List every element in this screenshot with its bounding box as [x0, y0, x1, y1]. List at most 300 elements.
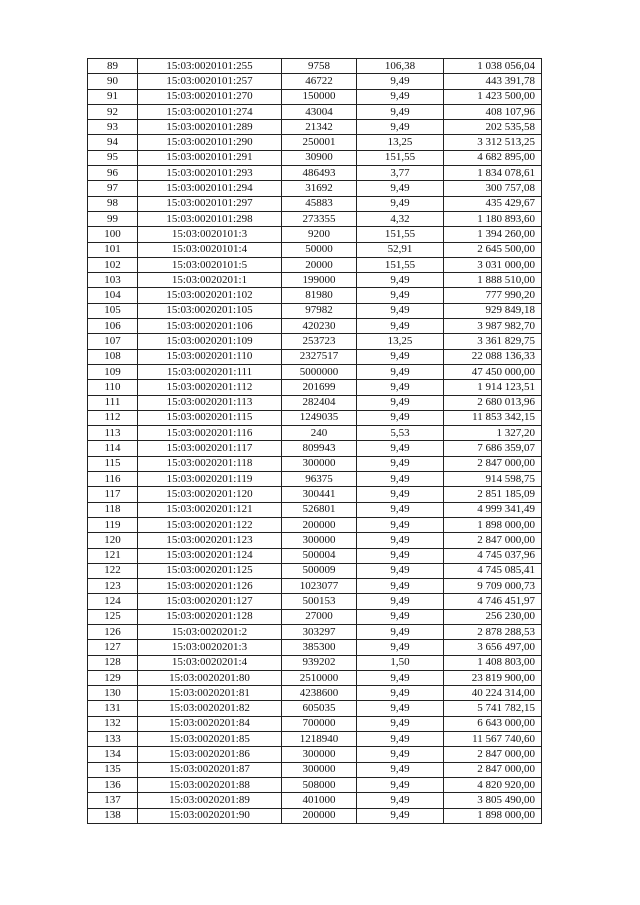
area-cell: 21342: [282, 120, 357, 135]
table-row: [88, 150, 542, 165]
row-number-cell: 111: [88, 395, 138, 410]
cadastral-number-cell: 15:03:0020201:85: [138, 732, 282, 747]
rate-cell: 9,49: [357, 364, 444, 379]
row-number-cell: 125: [88, 609, 138, 624]
amount-cell: 1 408 803,00: [444, 655, 542, 670]
cadastral-number-cell: 15:03:0020201:122: [138, 517, 282, 532]
row-number-cell: 95: [88, 150, 138, 165]
area-cell: 303297: [282, 624, 357, 639]
cadastral-number-cell: 15:03:0020101:290: [138, 135, 282, 150]
row-number-cell: 116: [88, 472, 138, 487]
table-row: [88, 196, 542, 211]
cadastral-number-cell: 15:03:0020201:102: [138, 288, 282, 303]
table-row: [88, 594, 542, 609]
rate-cell: 9,49: [357, 395, 444, 410]
table-row: [88, 747, 542, 762]
cadastral-table: [87, 58, 542, 824]
row-number-cell: 118: [88, 502, 138, 517]
cadastral-number-cell: 15:03:0020201:115: [138, 410, 282, 425]
area-cell: 401000: [282, 793, 357, 808]
cadastral-number-cell: 15:03:0020201:88: [138, 777, 282, 792]
amount-cell: 202 535,58: [444, 120, 542, 135]
table-row: [88, 89, 542, 104]
area-cell: 96375: [282, 472, 357, 487]
cadastral-number-cell: 15:03:0020201:105: [138, 303, 282, 318]
rate-cell: 9,49: [357, 716, 444, 731]
cadastral-number-cell: 15:03:0020101:3: [138, 227, 282, 242]
amount-cell: 3 987 982,70: [444, 319, 542, 334]
row-number-cell: 126: [88, 624, 138, 639]
rate-cell: 9,49: [357, 594, 444, 609]
rate-cell: 9,49: [357, 517, 444, 532]
amount-cell: 2 847 000,00: [444, 533, 542, 548]
cadastral-number-cell: 15:03:0020201:2: [138, 624, 282, 639]
amount-cell: 3 656 497,00: [444, 640, 542, 655]
area-cell: 30900: [282, 150, 357, 165]
rate-cell: 106,38: [357, 59, 444, 74]
table-row: [88, 135, 542, 150]
area-cell: 300000: [282, 456, 357, 471]
row-number-cell: 98: [88, 196, 138, 211]
rate-cell: 9,49: [357, 747, 444, 762]
rate-cell: 9,49: [357, 273, 444, 288]
cadastral-number-cell: 15:03:0020201:86: [138, 747, 282, 762]
cadastral-number-cell: 15:03:0020101:289: [138, 120, 282, 135]
table-row: [88, 640, 542, 655]
area-cell: 50000: [282, 242, 357, 257]
cadastral-number-cell: 15:03:0020101:291: [138, 150, 282, 165]
table-row: [88, 59, 542, 74]
amount-cell: 1 834 078,61: [444, 166, 542, 181]
area-cell: 9758: [282, 59, 357, 74]
rate-cell: 9,49: [357, 670, 444, 685]
table-row: [88, 563, 542, 578]
row-number-cell: 136: [88, 777, 138, 792]
area-cell: 486493: [282, 166, 357, 181]
table-row: [88, 793, 542, 808]
area-cell: 46722: [282, 74, 357, 89]
area-cell: 199000: [282, 273, 357, 288]
table-row: [88, 533, 542, 548]
amount-cell: 11 853 342,15: [444, 410, 542, 425]
cadastral-number-cell: 15:03:0020101:257: [138, 74, 282, 89]
table-row: [88, 670, 542, 685]
area-cell: 939202: [282, 655, 357, 670]
area-cell: 508000: [282, 777, 357, 792]
amount-cell: 4 820 920,00: [444, 777, 542, 792]
area-cell: 2510000: [282, 670, 357, 685]
rate-cell: 9,49: [357, 303, 444, 318]
cadastral-number-cell: 15:03:0020201:112: [138, 380, 282, 395]
rate-cell: 9,49: [357, 349, 444, 364]
cadastral-number-cell: 15:03:0020201:121: [138, 502, 282, 517]
amount-cell: 3 361 829,75: [444, 334, 542, 349]
row-number-cell: 89: [88, 59, 138, 74]
row-number-cell: 90: [88, 74, 138, 89]
row-number-cell: 106: [88, 319, 138, 334]
row-number-cell: 137: [88, 793, 138, 808]
cadastral-number-cell: 15:03:0020201:127: [138, 594, 282, 609]
area-cell: 2327517: [282, 349, 357, 364]
row-number-cell: 91: [88, 89, 138, 104]
area-cell: 500153: [282, 594, 357, 609]
amount-cell: 1 180 893,60: [444, 211, 542, 226]
table-row: [88, 579, 542, 594]
cadastral-number-cell: 15:03:0020201:120: [138, 487, 282, 502]
rate-cell: 9,49: [357, 533, 444, 548]
table-row: [88, 808, 542, 823]
rate-cell: 9,49: [357, 701, 444, 716]
area-cell: 300000: [282, 762, 357, 777]
row-number-cell: 105: [88, 303, 138, 318]
amount-cell: 1 394 260,00: [444, 227, 542, 242]
cadastral-number-cell: 15:03:0020201:109: [138, 334, 282, 349]
amount-cell: 777 990,20: [444, 288, 542, 303]
row-number-cell: 130: [88, 686, 138, 701]
table-row: [88, 487, 542, 502]
amount-cell: 256 230,00: [444, 609, 542, 624]
rate-cell: 9,49: [357, 181, 444, 196]
row-number-cell: 131: [88, 701, 138, 716]
area-cell: 500009: [282, 563, 357, 578]
row-number-cell: 101: [88, 242, 138, 257]
table-row: [88, 701, 542, 716]
rate-cell: 13,25: [357, 135, 444, 150]
table-row: [88, 624, 542, 639]
table-row: [88, 242, 542, 257]
cadastral-number-cell: 15:03:0020101:297: [138, 196, 282, 211]
rate-cell: 151,55: [357, 257, 444, 272]
cadastral-number-cell: 15:03:0020101:298: [138, 211, 282, 226]
rate-cell: 9,49: [357, 196, 444, 211]
rate-cell: 9,49: [357, 104, 444, 119]
cadastral-number-cell: 15:03:0020201:124: [138, 548, 282, 563]
row-number-cell: 133: [88, 732, 138, 747]
rate-cell: 9,49: [357, 502, 444, 517]
cadastral-number-cell: 15:03:0020201:125: [138, 563, 282, 578]
area-cell: 253723: [282, 334, 357, 349]
rate-cell: 9,49: [357, 762, 444, 777]
rate-cell: 9,49: [357, 548, 444, 563]
rate-cell: 9,49: [357, 579, 444, 594]
table-row: [88, 517, 542, 532]
area-cell: 201699: [282, 380, 357, 395]
row-number-cell: 135: [88, 762, 138, 777]
rate-cell: 1,50: [357, 655, 444, 670]
amount-cell: 1 888 510,00: [444, 273, 542, 288]
area-cell: 27000: [282, 609, 357, 624]
rate-cell: 9,49: [357, 793, 444, 808]
rate-cell: 151,55: [357, 227, 444, 242]
cadastral-number-cell: 15:03:0020201:89: [138, 793, 282, 808]
area-cell: 809943: [282, 441, 357, 456]
rate-cell: 9,49: [357, 624, 444, 639]
row-number-cell: 128: [88, 655, 138, 670]
area-cell: 1249035: [282, 410, 357, 425]
row-number-cell: 124: [88, 594, 138, 609]
table-row: [88, 762, 542, 777]
amount-cell: 4 745 037,96: [444, 548, 542, 563]
cadastral-number-cell: 15:03:0020101:270: [138, 89, 282, 104]
row-number-cell: 94: [88, 135, 138, 150]
cadastral-number-cell: 15:03:0020201:110: [138, 349, 282, 364]
cadastral-number-cell: 15:03:0020201:111: [138, 364, 282, 379]
amount-cell: 1 898 000,00: [444, 517, 542, 532]
row-number-cell: 121: [88, 548, 138, 563]
table-row: [88, 777, 542, 792]
amount-cell: 2 851 185,09: [444, 487, 542, 502]
row-number-cell: 122: [88, 563, 138, 578]
amount-cell: 6 643 000,00: [444, 716, 542, 731]
rate-cell: 9,49: [357, 563, 444, 578]
amount-cell: 443 391,78: [444, 74, 542, 89]
row-number-cell: 107: [88, 334, 138, 349]
row-number-cell: 103: [88, 273, 138, 288]
table-row: [88, 257, 542, 272]
rate-cell: 9,49: [357, 319, 444, 334]
table-row: [88, 288, 542, 303]
cadastral-number-cell: 15:03:0020201:123: [138, 533, 282, 548]
table-row: [88, 472, 542, 487]
rate-cell: 9,49: [357, 777, 444, 792]
area-cell: 97982: [282, 303, 357, 318]
row-number-cell: 132: [88, 716, 138, 731]
row-number-cell: 110: [88, 380, 138, 395]
cadastral-number-cell: 15:03:0020201:4: [138, 655, 282, 670]
amount-cell: 408 107,96: [444, 104, 542, 119]
area-cell: 150000: [282, 89, 357, 104]
area-cell: 240: [282, 426, 357, 441]
row-number-cell: 112: [88, 410, 138, 425]
cadastral-number-cell: 15:03:0020201:128: [138, 609, 282, 624]
rate-cell: 9,49: [357, 120, 444, 135]
table-row: [88, 166, 542, 181]
amount-cell: 1 898 000,00: [444, 808, 542, 823]
table-row: [88, 120, 542, 135]
area-cell: 300000: [282, 747, 357, 762]
cadastral-number-cell: 15:03:0020201:87: [138, 762, 282, 777]
cadastral-number-cell: 15:03:0020201:81: [138, 686, 282, 701]
cadastral-number-cell: 15:03:0020201:3: [138, 640, 282, 655]
rate-cell: 9,49: [357, 380, 444, 395]
amount-cell: 22 088 136,33: [444, 349, 542, 364]
amount-cell: 2 680 013,96: [444, 395, 542, 410]
row-number-cell: 138: [88, 808, 138, 823]
table-row: [88, 655, 542, 670]
area-cell: 605035: [282, 701, 357, 716]
area-cell: 31692: [282, 181, 357, 196]
table-row: [88, 716, 542, 731]
table-row: [88, 273, 542, 288]
table-row: [88, 380, 542, 395]
cadastral-number-cell: 15:03:0020201:82: [138, 701, 282, 716]
table-row: [88, 319, 542, 334]
row-number-cell: 127: [88, 640, 138, 655]
cadastral-number-cell: 15:03:0020201:106: [138, 319, 282, 334]
rate-cell: 9,49: [357, 686, 444, 701]
table-row: [88, 74, 542, 89]
area-cell: 81980: [282, 288, 357, 303]
amount-cell: 2 878 288,53: [444, 624, 542, 639]
row-number-cell: 104: [88, 288, 138, 303]
rate-cell: 3,77: [357, 166, 444, 181]
amount-cell: 4 999 341,49: [444, 502, 542, 517]
amount-cell: 929 849,18: [444, 303, 542, 318]
area-cell: 300000: [282, 533, 357, 548]
amount-cell: 4 682 895,00: [444, 150, 542, 165]
area-cell: 300441: [282, 487, 357, 502]
amount-cell: 4 746 451,97: [444, 594, 542, 609]
amount-cell: 914 598,75: [444, 472, 542, 487]
amount-cell: 23 819 900,00: [444, 670, 542, 685]
rate-cell: 9,49: [357, 410, 444, 425]
table-row: [88, 211, 542, 226]
row-number-cell: 134: [88, 747, 138, 762]
amount-cell: 2 847 000,00: [444, 747, 542, 762]
table-row: [88, 181, 542, 196]
row-number-cell: 108: [88, 349, 138, 364]
rate-cell: 9,49: [357, 487, 444, 502]
amount-cell: 435 429,67: [444, 196, 542, 211]
table-row: [88, 104, 542, 119]
amount-cell: 3 312 513,25: [444, 135, 542, 150]
row-number-cell: 99: [88, 211, 138, 226]
area-cell: 200000: [282, 517, 357, 532]
rate-cell: 9,49: [357, 640, 444, 655]
area-cell: 273355: [282, 211, 357, 226]
amount-cell: 40 224 314,00: [444, 686, 542, 701]
amount-cell: 5 741 782,15: [444, 701, 542, 716]
table-row: [88, 334, 542, 349]
rate-cell: 9,49: [357, 472, 444, 487]
area-cell: 250001: [282, 135, 357, 150]
rate-cell: 9,49: [357, 808, 444, 823]
cadastral-number-cell: 15:03:0020101:4: [138, 242, 282, 257]
table-row: [88, 456, 542, 471]
table-row: [88, 395, 542, 410]
area-cell: 420230: [282, 319, 357, 334]
area-cell: 500004: [282, 548, 357, 563]
cadastral-number-cell: 15:03:0020201:90: [138, 808, 282, 823]
table-row: [88, 548, 542, 563]
amount-cell: 1 327,20: [444, 426, 542, 441]
table-row: [88, 410, 542, 425]
rate-cell: 5,53: [357, 426, 444, 441]
amount-cell: 1 038 056,04: [444, 59, 542, 74]
cadastral-number-cell: 15:03:0020101:5: [138, 257, 282, 272]
row-number-cell: 119: [88, 517, 138, 532]
rate-cell: 13,25: [357, 334, 444, 349]
amount-cell: 9 709 000,73: [444, 579, 542, 594]
table-row: [88, 732, 542, 747]
cadastral-number-cell: 15:03:0020201:117: [138, 441, 282, 456]
amount-cell: 1 423 500,00: [444, 89, 542, 104]
amount-cell: 3 031 000,00: [444, 257, 542, 272]
cadastral-number-cell: 15:03:0020101:294: [138, 181, 282, 196]
area-cell: 4238600: [282, 686, 357, 701]
table-row: [88, 364, 542, 379]
table-row: [88, 349, 542, 364]
table-row: [88, 227, 542, 242]
cadastral-number-cell: 15:03:0020101:274: [138, 104, 282, 119]
rate-cell: 9,49: [357, 288, 444, 303]
row-number-cell: 93: [88, 120, 138, 135]
table-row: [88, 609, 542, 624]
rate-cell: 9,49: [357, 89, 444, 104]
cadastral-number-cell: 15:03:0020201:84: [138, 716, 282, 731]
cadastral-number-cell: 15:03:0020101:293: [138, 166, 282, 181]
amount-cell: 47 450 000,00: [444, 364, 542, 379]
rate-cell: 52,91: [357, 242, 444, 257]
amount-cell: 300 757,08: [444, 181, 542, 196]
amount-cell: 2 847 000,00: [444, 762, 542, 777]
amount-cell: 2 847 000,00: [444, 456, 542, 471]
table-body: [88, 59, 542, 824]
table-row: [88, 426, 542, 441]
row-number-cell: 123: [88, 579, 138, 594]
row-number-cell: 115: [88, 456, 138, 471]
area-cell: 1218940: [282, 732, 357, 747]
area-cell: 385300: [282, 640, 357, 655]
cadastral-number-cell: 15:03:0020201:118: [138, 456, 282, 471]
row-number-cell: 114: [88, 441, 138, 456]
row-number-cell: 100: [88, 227, 138, 242]
cadastral-number-cell: 15:03:0020201:126: [138, 579, 282, 594]
area-cell: 43004: [282, 104, 357, 119]
area-cell: 20000: [282, 257, 357, 272]
area-cell: 1023077: [282, 579, 357, 594]
amount-cell: 2 645 500,00: [444, 242, 542, 257]
cadastral-number-cell: 15:03:0020201:1: [138, 273, 282, 288]
amount-cell: 1 914 123,51: [444, 380, 542, 395]
area-cell: 5000000: [282, 364, 357, 379]
area-cell: 45883: [282, 196, 357, 211]
row-number-cell: 117: [88, 487, 138, 502]
table-row: [88, 303, 542, 318]
cadastral-number-cell: 15:03:0020201:113: [138, 395, 282, 410]
row-number-cell: 120: [88, 533, 138, 548]
area-cell: 282404: [282, 395, 357, 410]
area-cell: 700000: [282, 716, 357, 731]
table-row: [88, 441, 542, 456]
amount-cell: 11 567 740,60: [444, 732, 542, 747]
amount-cell: 4 745 085,41: [444, 563, 542, 578]
row-number-cell: 113: [88, 426, 138, 441]
rate-cell: 9,49: [357, 609, 444, 624]
row-number-cell: 129: [88, 670, 138, 685]
row-number-cell: 96: [88, 166, 138, 181]
rate-cell: 4,32: [357, 211, 444, 226]
area-cell: 526801: [282, 502, 357, 517]
rate-cell: 9,49: [357, 732, 444, 747]
row-number-cell: 109: [88, 364, 138, 379]
rate-cell: 9,49: [357, 456, 444, 471]
row-number-cell: 102: [88, 257, 138, 272]
table-row: [88, 686, 542, 701]
cadastral-number-cell: 15:03:0020201:80: [138, 670, 282, 685]
rate-cell: 9,49: [357, 441, 444, 456]
cadastral-number-cell: 15:03:0020101:255: [138, 59, 282, 74]
rate-cell: 151,55: [357, 150, 444, 165]
area-cell: 200000: [282, 808, 357, 823]
area-cell: 9200: [282, 227, 357, 242]
table-row: [88, 502, 542, 517]
row-number-cell: 92: [88, 104, 138, 119]
rate-cell: 9,49: [357, 74, 444, 89]
row-number-cell: 97: [88, 181, 138, 196]
cadastral-number-cell: 15:03:0020201:119: [138, 472, 282, 487]
cadastral-number-cell: 15:03:0020201:116: [138, 426, 282, 441]
